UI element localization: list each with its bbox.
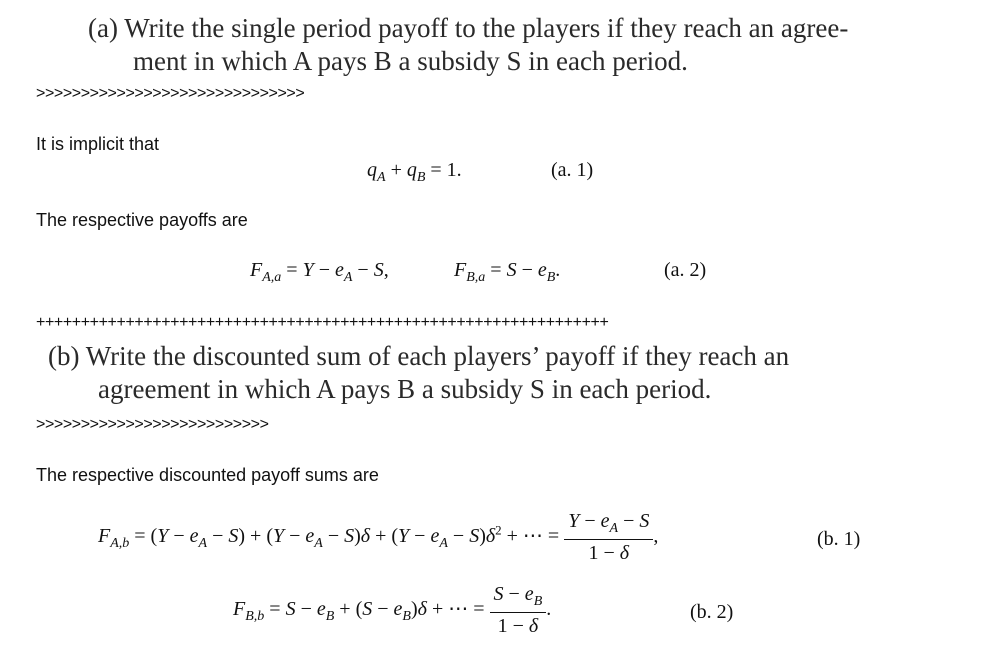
equation-a2-right: $F_{B,a} = S - e_B$.	[454, 259, 561, 285]
equation-b1: $F_{A,b} = (Y - e_A - S) + (Y - e_A - S)\delta + (Y - e_A - S)\delta^2$ + ⋯ = $\frac{Y - e_A - S}{1 - \delta}$ ,	[98, 510, 659, 564]
payoffs-intro: The respective payoffs are	[36, 210, 248, 230]
equation-b1-fraction: $\frac{Y - e_A - S}{1 - \delta}$	[564, 510, 653, 565]
part-a-label: (a)	[88, 13, 118, 43]
part-a-question-text: Write the single period payoff to the players if they reach an agree-	[124, 13, 849, 43]
equation-a2-tag: (a. 2)	[664, 259, 707, 281]
part-a-question-line2: ment in which A pays B a subsidy S in each period.	[133, 46, 688, 76]
part-a-intro: It is implicit that	[36, 134, 160, 154]
separator-line: ++++++++++++++++++++++++++++++++++++++++++++++++++++++++++++++++	[36, 314, 609, 331]
part-b-marker: >>>>>>>>>>>>>>>>>>>>>>>>>>	[36, 416, 269, 433]
equation-b2: $F_{B,b} = S - e_B + (S - e_B)\delta$ + ⋯ = $\frac{S - e_B}{1 - \delta}$ .	[233, 583, 552, 637]
part-a-question-line1	[88, 12, 848, 45]
part-b-intro: The respective discounted payoff sums are	[36, 465, 379, 485]
equation-b2-fraction: $\frac{S - e_B}{1 - \delta}$	[490, 583, 547, 638]
part-b-question-line2: agreement in which A pays B a subsidy S in each period.	[98, 374, 712, 404]
equation-b2-tag: (b. 2)	[690, 601, 734, 623]
part-a-marker: >>>>>>>>>>>>>>>>>>>>>>>>>>>>>>	[36, 85, 305, 102]
equation-a1: $q_A + q_B = 1$.	[367, 159, 462, 185]
part-b-question-text: Write the discounted sum of each players’ payoff if they reach an	[85, 341, 790, 371]
part-b-label: (b)	[48, 341, 80, 371]
equation-b1-tag: (b. 1)	[817, 528, 861, 550]
equation-a2-left: $F_{A,a} = Y - e_A - S$,	[250, 259, 389, 285]
equation-a1-tag: (a. 1)	[551, 159, 594, 181]
part-b-question-line1	[48, 340, 789, 373]
